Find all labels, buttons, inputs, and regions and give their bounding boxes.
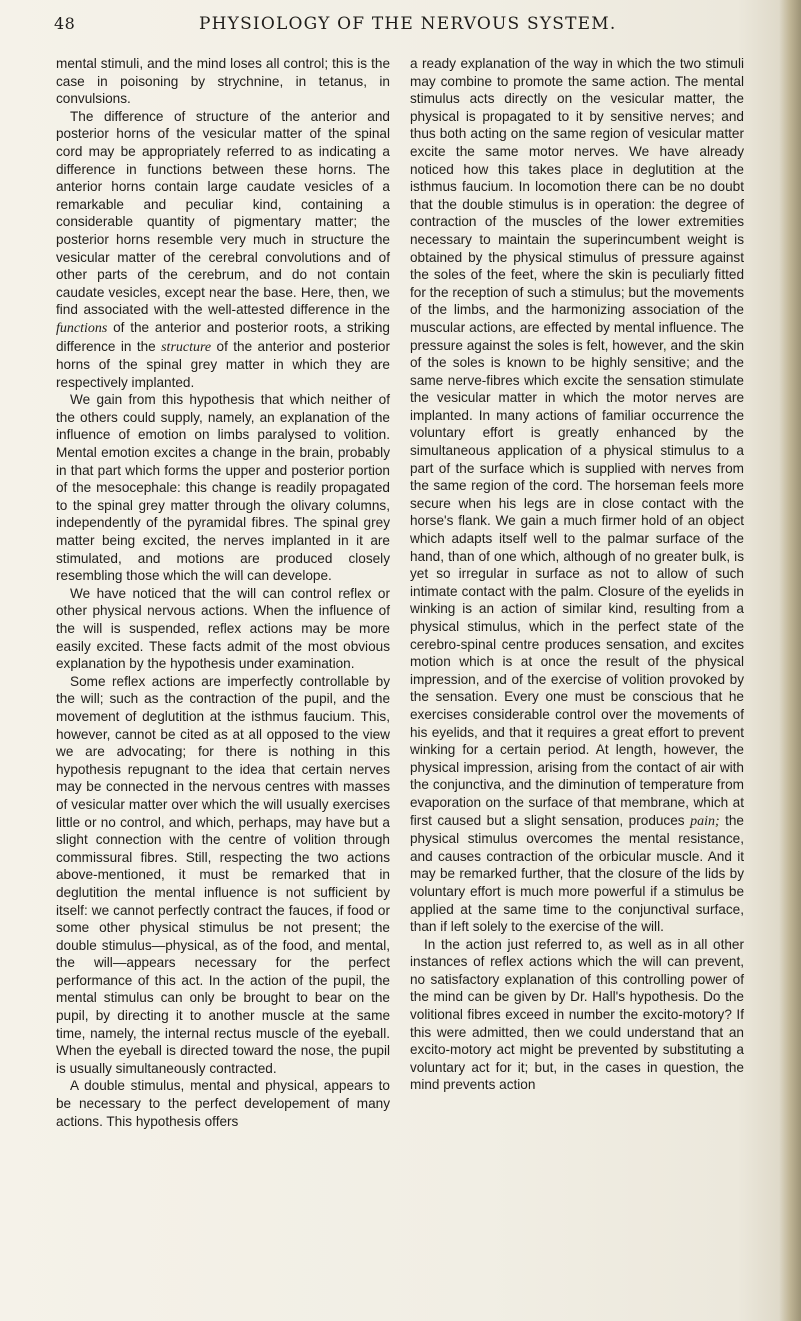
text-run: a ready explanation of the way in which the two stimuli may combine to promote the same action. The mental stimulus acts directly on the vesicular matter, the physical is propagated to it by sensitive nerves; and thus both acting on the same region of vesicular matter excite the same motor nerves. We have already noticed how this takes place in deglutition at the isthmus faucium. In locomotion there can be no doubt that the double stimulus is in operation: the degree of contraction of the muscles of the lower extremities necessary to maintain the superincumbent weight is obtained by the physical stimulus of pressure against the soles of the feet, where the skin is peculiarly fitted for the reception of such a stimulus; but the movements of the limbs, and the harmonizing association of the muscular actions, are effected by mental influence. The pressure against the soles is felt, however, and the skin of the soles is known to be highly sensitive; and the same nerve-fibres which excite the sensation stimulate the vesicular matter in which the motor nerves are implanted. In many actions of familiar occurrence the voluntary effort is greatly enhanced by the simultaneous application of a physical stimulus to a part of the surface which is supplied with nerves from the same region of the cord. The horseman feels more secure when his legs are in close contact with the horse's flank. We gain a much firmer hold of an object which adapts itself well to the palmar surface of the hand, than of one which, although of no greater bulk, is yet so irregular in surface as not to allow of such intimate contact with the palm. Closure of the eyelids in winking is an action of similar kind, resulting from a physical stimulus, which in the perfect state of the cerebro-spinal centre produces sensation, and excites motion which is at once the result of the physical impression, and of the exercise of volition provoked by the sensation. Every one must be conscious that he exercises considerable control over the movements of his eyelids, and that it requires a great effort to prevent winking for a certain period. At length, however, the physical impression, arising from the contact of air with the conjunctiva, and the diminution of temperature from evaporation on the surface of that membrane, which at first caused but a slight sensation, produces: [410, 56, 744, 828]
paragraph: [56, 108, 390, 392]
paragraph: We gain from this hypothesis that which neither of the others could supply, namely, an explanation of the influence of emotion on limbs paralysed to volition. Mental emotion excites a change in the brain, probably in that part which forms the upper and posterior portion of the mesocephale: this change is readily propagated to the spinal grey matter through the olivary columns, independently of the pyramidal fibres. The spinal grey matter being excited, the nerves implanted in it are stimulated, and motions are produced closely resembling those which the will can develope.: [56, 392, 390, 584]
paragraph: We have noticed that the will can control reflex or other physical nervous actions. When the influence of the will is suspended, reflex actions may be more easily excited. These facts admit of the most obvious explanation by the hypothesis under examination.: [56, 585, 390, 672]
paragraph: Some reflex actions are imperfectly controllable by the will; such as the contraction of the pupil, and the movement of deglutition at the isthmus faucium. This, however, cannot be cited as at all opposed to the view we are advocating; for there is nothing in this hypothesis repugnant to the idea that certain nerves may be connected in the nervous centres with masses of vesicular matter over which the will usually exercises little or no control, and which, perhaps, may have but a slight connection with the centre of volition through commissural fibres. Still, respecting the two actions above-mentioned, it must be remarked that in deglutition the mental influence is not sufficient by itself: we cannot perfectly contract the fauces, if food or some other physical stimulus be not present; the double stimulus—physical, as of the food, and mental, the will—appears necessary for the perfect performance of this act. In the action of the pupil, the mental stimulus can only be brought to bear on the pupil, by directing it to another muscle at the same time, namely, the internal rectus muscle of the eyeball. When the eyeball is directed toward the nose, the pupil is usually simultaneously contracted.: [56, 673, 390, 1076]
paragraph: [410, 55, 744, 936]
italic-text: functions: [56, 320, 108, 336]
text-run: of the anterior and posterior roots, a striking difference in the: [56, 319, 390, 354]
text-run: the physical stimulus overcomes the mental resistance, and causes contraction of the orbicular muscle. And it may be remarked further, that the closure of the lids by voluntary effort is much more powerful if a stimulus be applied at the same time to the conjunctival surface, than if left solely to the exercise of the will.: [410, 812, 744, 935]
text-run: The difference of structure of the anterior and posterior horns of the vesicular matter of the spinal cord may be appropriately referred to as indicating a difference in functions between these horns. The anterior horns contain large caudate vesicles of a remarkable and peculiar kind, containing a considerable quantity of pigmentary matter; the posterior horns resemble very much in structure the vesicular matter of the cerebral convolutions and of other parts of the cerebrum, and do not contain caudate vesicles, except near the base. Here, then, we find associated with the well-attested difference in the: [56, 108, 390, 318]
italic-text: pain;: [690, 813, 720, 829]
running-head: PHYSIOLOGY OF THE NERVOUS SYSTEM.: [199, 14, 617, 34]
page-number: 48: [54, 14, 76, 33]
page-header: [54, 14, 754, 36]
paragraph: In the action just referred to, as well as in all other instances of reflex actions which the will can prevent, no satisfactory explanation of this controlling power of the mind can be given by Dr. Hall's hypothesis. Do the volitional fibres exceed in number the excito-motory? If this were admitted, then we could understand that an excito-motory act might be prevented by substituting a voluntary act for it; but, in the cases in question, the mind prevents action: [410, 936, 744, 1093]
page-edge-shadow: [779, 0, 801, 1321]
paragraph: A double stimulus, mental and physical, appears to be necessary to the perfect developement of many actions. This hypothesis offers: [56, 1078, 390, 1129]
right-column: [410, 55, 744, 1094]
italic-text: structure: [161, 339, 212, 355]
text-run: of the anterior and posterior horns of the spinal grey matter in which they are respectively implanted.: [56, 338, 391, 390]
paragraph: mental stimuli, and the mind loses all control; this is the case in poisoning by strychnine, in tetanus, in convulsions.: [56, 56, 390, 107]
left-column: [56, 55, 390, 1130]
